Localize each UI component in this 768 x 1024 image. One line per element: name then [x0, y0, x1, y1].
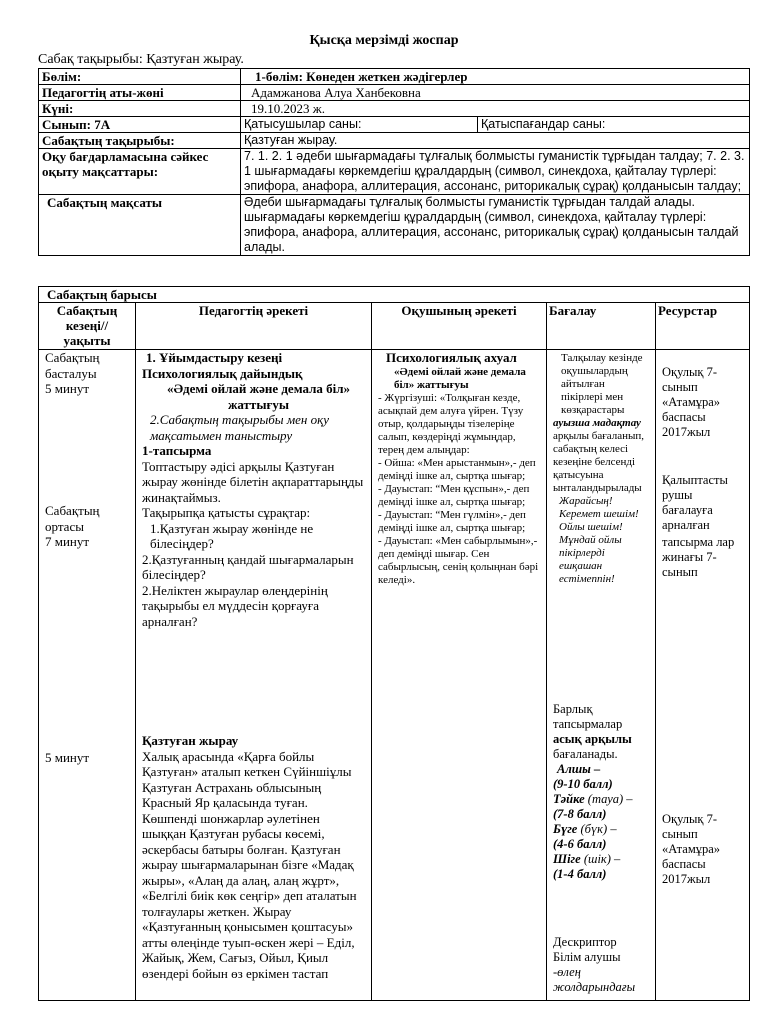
col-stage: Сабақтың кезеңі// уақыты — [39, 303, 136, 350]
student-line-1: - Жүргізуші: «Толқыған кезде, асықпай дем алуға үйрен. Түзу отыр, қолдарыңды тізелеріңе салып, көздеріңді жұмыңдар, терең дем алыңдар: — [378, 391, 524, 456]
stage-start-time: 5 минут — [45, 381, 90, 396]
student-line-5: - Дауыстап: «Мен сабырлымын»,- деп деміңді шығар. Сен сабырлысың, сенің қолыңнан бәрі келеді». — [378, 534, 539, 586]
stage-middle-label: Сабақтың ортасы — [45, 503, 100, 534]
assessment-by-asyk: асық арқылы — [553, 732, 632, 746]
grade-shige-alt: (шік) – — [583, 852, 621, 866]
flow-header: Сабақтың барысы — [39, 287, 750, 303]
assessment-text-c: арқылы бағаланып, сабақтың келесі кезеңіне белсенді қатысуына ынталандырылады — [553, 430, 645, 494]
resources-cell — [656, 350, 750, 1001]
grade-taike-alt: (тауа) – — [587, 792, 633, 806]
stage-start-label: Сабақтың басталуы — [45, 350, 100, 381]
resource-assessment-guide: Қалыптасты рушы бағалауға арналған — [662, 473, 728, 532]
present-count-label: Қатысушылар саны: — [241, 117, 478, 133]
teacher-stage-heading: 1. Ұйымдастыру кезеңі — [146, 350, 283, 365]
student-cell — [372, 350, 547, 1001]
goal-label: Сабақтың мақсаты — [39, 195, 241, 256]
teacher-value: Адамжанова Алуа Ханбековна — [241, 85, 750, 101]
student-exercise-heading: «Әдемі ойлай және демала біл» жаттығуы — [394, 365, 526, 391]
teacher-questions-heading: Тақырыпқа қатысты сұрақтар: — [142, 505, 311, 520]
student-line-4: - Дауыстап: “Мен гүлмін»,- деп деміңді ішке ал, сыртқа шығар; — [378, 508, 526, 534]
teacher-question-1: 1.Қазтуған жырау жөнінде не білесіңдер? — [150, 520, 314, 551]
grade-taike: Тәйке — [553, 792, 585, 806]
stage-cell — [39, 350, 136, 1001]
col-student: Оқушының әрекеті — [372, 303, 547, 350]
stage-middle-time: 7 минут — [45, 534, 90, 549]
class-label: Сынып: 7А — [39, 117, 241, 133]
assessment-evaluated: бағаланады. — [553, 747, 618, 761]
teacher-bio-heading: Қазтуған жырау — [142, 733, 239, 748]
teacher-question-3: 2.Неліктен жыраулар өлеңдерінің тақырыбы ел мүддесін қорғауға арналған? — [142, 582, 328, 629]
grade-taike-points: (7-8 балл) — [553, 807, 607, 821]
absent-count-label: Қатыспағандар саны: — [478, 117, 750, 133]
teacher-cell — [136, 350, 372, 1001]
resource-textbook: Оқулық 7-сынып «Атамұра» баспасы 2017жыл — [662, 365, 721, 439]
grade-alshy-points: (9-10 балл) — [553, 777, 613, 791]
descriptor-heading: Дескриптор — [553, 935, 617, 949]
teacher-task1-text: Топтастыру әдісі арқылы Қазтуған жырау жөнінде білетін ақпараттарыңды жинақтаймыз. — [142, 458, 364, 505]
topic-label: Сабақтың тақырыбы: — [39, 133, 241, 149]
lesson-flow-table — [38, 286, 750, 1001]
assessment-praise-phrases: Жарайсың! Керемет шешім! Ойлы шешім! Мұндай ойлы пікірлерді ешқашан естімеппін! — [559, 495, 639, 585]
student-heading: Психологиялық ахуал — [386, 350, 517, 365]
stage-third-time: 5 минут — [45, 750, 90, 765]
date-value: 19.10.2023 ж. — [241, 101, 750, 117]
teacher-label: Педагогтің аты-жөні — [39, 85, 241, 101]
resource-task-collection: тапсырма лар жинағы 7-сынып — [662, 535, 735, 579]
student-line-2: - Ойша: «Мен арыстанмын»,- деп деміңді ішке ал, сыртқа шығар; — [378, 456, 536, 482]
teacher-bio-text: Халық арасында «Қарға бойлы Қазтуған» аталып кеткен Сүйіншіұлы Қазтуған Астрахань облысының Красный Яр қаласында туған. Көшпенді шонжарлар әулетінен шыққан Қазтуған рубасы көсемі, әскербасы батыры болған. Қазтуған жырау шығармаларынан бізге «Мадақ жыры», «Алаң да алаң, алаң жұрт», «Белгілі биік көк сеңгір» деп аталатын толғаулары жеткен. Жырау «Қазтуғанның қонысымен қоштасуы» атты өлеңінде туып-өскен жері – Еділ, Жайық, Жем, Сағыз, Ойыл, Қиыл өзендері бойын өз еркімен тастап — [142, 748, 357, 981]
col-assessment: Бағалау — [547, 303, 656, 350]
grade-shige-points: (1-4 балл) — [553, 867, 607, 881]
section-label: Бөлім: — [39, 69, 241, 85]
document-title: Қысқа мерзімді жоспар — [309, 33, 459, 48]
resource-textbook-2: Оқулық 7-сынып «Атамұра» баспасы 2017жыл — [662, 812, 721, 886]
objectives-label: Оқу бағдарламасына сәйкес оқыту мақсаттары: — [39, 149, 241, 195]
lesson-topic-line: Сабақ тақырыбы: Қазтуған жырау. — [38, 52, 244, 67]
assessment-text-a: Талқылау кезінде оқушылардың айтылған пікірлері мен көзқарастары — [561, 352, 643, 416]
teacher-question-2: 2.Қазтуғанның қандай шығармаларын білесіңдер? — [142, 551, 354, 582]
assessment-oral-praise: ауызша мадақтау — [553, 417, 641, 429]
col-resources: Ресурстар — [656, 303, 750, 350]
goal-value: Әдеби шығармадағы тұлғалық болмысты гуманистік тұрғыдан талдай алады. шығармадағы көркемдегіш құралдардың (символ, синекдоха, қайталау түрлері: эпифора, анафора, аллитерация, ассонанс, риторикалық сұрақ) қолданысын талдай алады. — [241, 195, 750, 256]
teacher-exercise-heading: «Әдемі ойлай және демала біл» жаттығуы — [166, 381, 351, 412]
assessment-all-tasks: Барлық тапсырмалар — [553, 702, 623, 731]
teacher-psych-heading: Психологиялық дайындық — [142, 365, 303, 381]
topic-value: Қазтуған жырау. — [241, 133, 750, 149]
descriptor-line-3: -өлең жолдарындағы — [553, 965, 636, 994]
section-value: 1-бөлім: Көнеден жеткен жәдігерлер — [241, 69, 750, 85]
lesson-info-table — [38, 68, 750, 256]
grade-buge: Бүге — [553, 822, 578, 836]
col-teacher: Педагогтің әрекеті — [136, 303, 372, 350]
grade-buge-points: (4-6 балл) — [553, 837, 607, 851]
grade-alshy: Алшы – — [557, 762, 601, 776]
teacher-task1-heading: 1-тапсырма — [142, 443, 212, 458]
grade-buge-alt: (бүк) – — [580, 822, 617, 836]
student-line-3: - Дауыстап: “Мен құспын»,- деп деміңді ішке ал, сыртқа шығар; — [378, 482, 530, 508]
assessment-cell — [547, 350, 656, 1001]
grade-shige: Шігe — [553, 852, 581, 866]
teacher-topic-intro: 2.Сабақтың тақырыбы мен оқу мақсатымен таныстыру — [150, 412, 329, 443]
date-label: Күні: — [39, 101, 241, 117]
descriptor-line-2: Білім алушы — [553, 950, 621, 964]
objectives-value: 7. 1. 2. 1 әдеби шығармадағы тұлғалық болмысты гуманистік тұрғыдан талдау; 7. 2. 3. 1 шығармадағы көркемдегіш құралдардың (символ, синекдоха, қайталау түрлері: эпифора, анафора, аллитерация, ассонанс, риторикалық сұрақ) қолданысын талдау; — [241, 149, 750, 195]
